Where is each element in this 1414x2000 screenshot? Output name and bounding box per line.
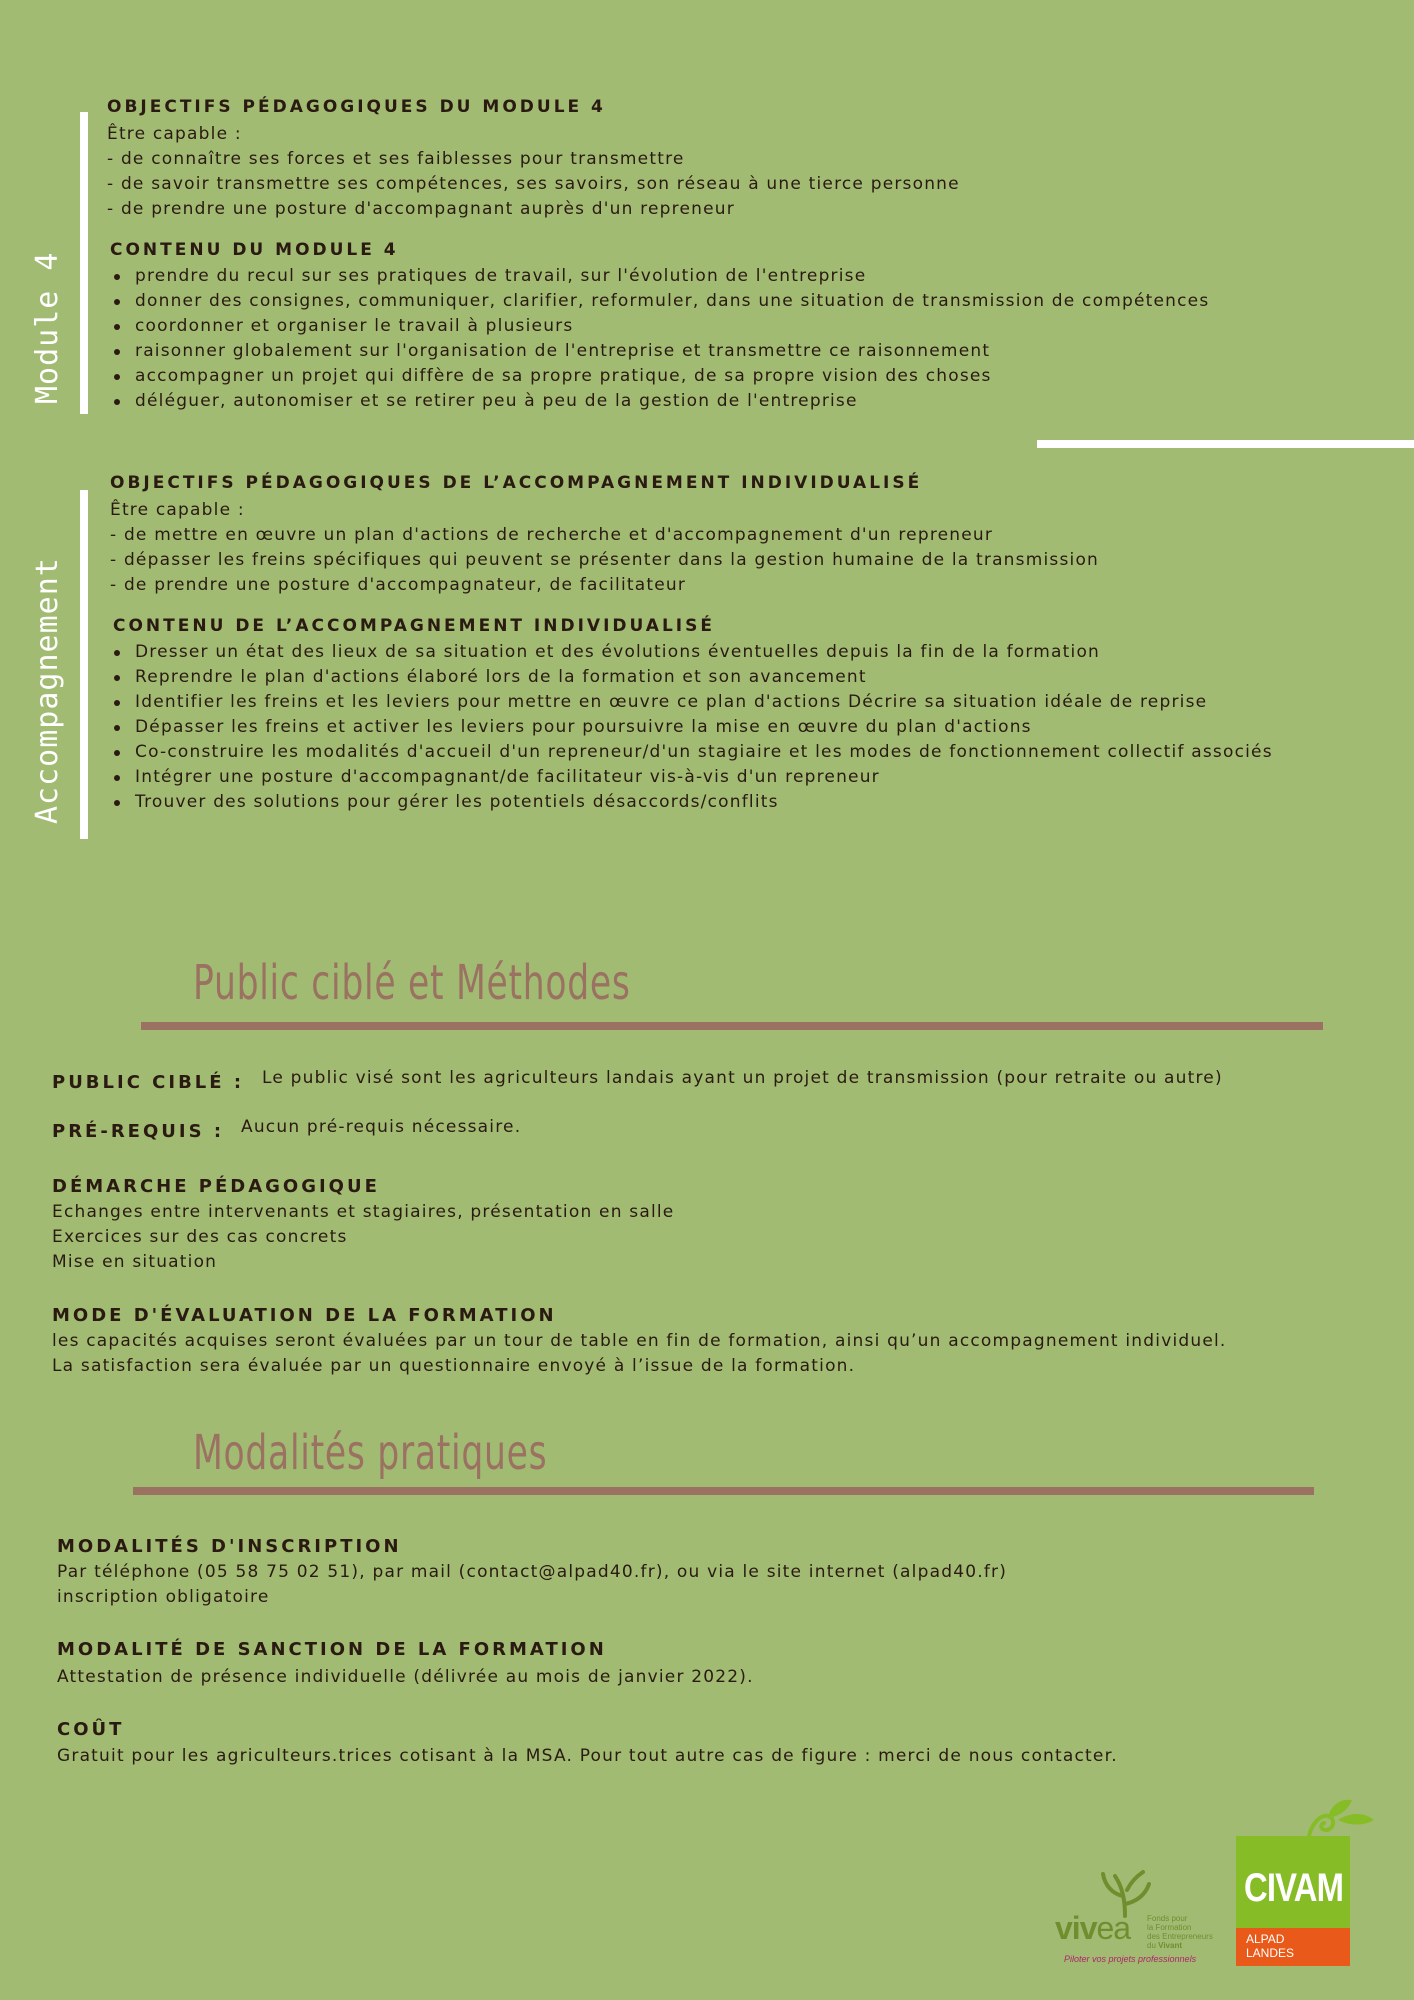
objectif-line: - de savoir transmettre ses compétences, ses savoirs, son réseau à une tierce personne — [107, 174, 960, 194]
module4-side-label: Module 4 — [30, 251, 65, 404]
list-item: coordonner et organiser le travail à plusieurs — [108, 314, 1209, 339]
demarche-list — [52, 1200, 674, 1275]
list-item: Trouver des solutions pour gérer les potentiels désaccords/conflits — [108, 790, 1414, 815]
list-item: Reprendre le plan d'actions élaboré lors de la formation et son avancement — [108, 665, 1414, 690]
objectif-line: Être capable : — [110, 500, 245, 520]
inscription-title: MODALITÉS D'INSCRIPTION — [57, 1536, 402, 1557]
objectif-line: - dépasser les freins spécifiques qui peuvent se présenter dans la gestion humaine de la transmission — [110, 550, 1100, 570]
section-divider — [1037, 440, 1414, 448]
civam-orange-block — [1236, 1928, 1350, 1966]
cout-title: COÛT — [57, 1719, 125, 1740]
accompagnement-objectifs-title: OBJECTIFS PÉDAGOGIQUES DE L’ACCOMPAGNEMENT INDIVIDUALISÉ — [110, 473, 923, 493]
evaluation-list — [52, 1329, 1227, 1379]
public-section-title: Public ciblé et Méthodes — [193, 955, 631, 1011]
accompagnement-contenu-title: CONTENU DE L’ACCOMPAGNEMENT INDIVIDUALISÉ — [113, 616, 715, 636]
accompagnement-side-bar — [80, 490, 88, 839]
prerequis-label: PRÉ-REQUIS : — [52, 1121, 225, 1142]
module4-objectifs-list — [107, 122, 960, 222]
modalites-section-title: Modalités pratiques — [193, 1425, 548, 1481]
accompagnement-side-label: Accompagnement — [30, 557, 65, 824]
vivea-desc-line: des Entrepreneurs — [1147, 1932, 1213, 1941]
vivea-tagline: Piloter vos projets professionnels — [1064, 1954, 1197, 1964]
demarche-line: Exercices sur des cas concrets — [52, 1227, 348, 1247]
civam-name: CIVAM — [1244, 1866, 1344, 1910]
module4-contenu-title: CONTENU DU MODULE 4 — [110, 240, 399, 260]
inscription-list — [57, 1560, 1007, 1610]
list-item: déléguer, autonomiser et se retirer peu à peu de la gestion de l'entreprise — [108, 389, 1209, 414]
objectif-line: - de connaître ses forces et ses faiblesses pour transmettre — [107, 149, 685, 169]
vivea-desc-bold: Vivant — [1158, 1941, 1182, 1950]
modalites-section-rule — [133, 1487, 1314, 1495]
sanction-text: Attestation de présence individuelle (délivrée au mois de janvier 2022). — [57, 1667, 754, 1687]
public-cible-label: PUBLIC CIBLÉ : — [52, 1072, 245, 1093]
demarche-line: Echanges entre intervenants et stagiaires, présentation en salle — [52, 1202, 675, 1222]
list-item: Identifier les freins et les leviers pour mettre en œuvre ce plan d'actions Décrire sa situation idéale de reprise — [108, 690, 1414, 715]
civam-sub-line: LANDES — [1246, 1946, 1295, 1960]
list-item: raisonner globalement sur l'organisation de l'entreprise et transmettre ce raisonnement — [108, 339, 1209, 364]
list-item: Dresser un état des lieux de sa situation et des évolutions éventuelles depuis la fin de la formation — [108, 640, 1414, 665]
inscription-line: Par téléphone (05 58 75 02 51), par mail (contact@alpad40.fr), ou via le site internet (alpad40.fr) — [57, 1562, 1008, 1582]
list-item: Intégrer une posture d'accompagnant/de facilitateur vis-à-vis d'un repreneur — [108, 765, 1414, 790]
civam-logo — [1236, 1796, 1381, 1970]
civam-green-block — [1236, 1836, 1350, 1928]
vivea-logo — [1055, 1866, 1225, 1966]
vivea-desc-line: Fonds pour — [1147, 1914, 1188, 1923]
demarche-line: Mise en situation — [52, 1252, 218, 1272]
list-item: Co-construire les modalités d'accueil d'un repreneur/d'un stagiaire et les modes de fonctionnement collectif associés — [108, 740, 1414, 765]
sanction-title: MODALITÉ DE SANCTION DE LA FORMATION — [57, 1639, 607, 1660]
civam-sub-line: ALPAD — [1246, 1932, 1285, 1946]
evaluation-line: les capacités acquises seront évaluées par un tour de table en fin de formation, ainsi qu’un accompagnement individuel. — [52, 1331, 1227, 1351]
vivea-name-part2: ea — [1096, 1910, 1131, 1946]
list-item: Dépasser les freins et activer les leviers pour poursuivre la mise en œuvre du plan d'actions — [108, 715, 1414, 740]
vivea-desc-line: la Formation — [1147, 1923, 1192, 1932]
evaluation-line: La satisfaction sera évaluée par un questionnaire envoyé à l’issue de la formation. — [52, 1356, 856, 1376]
prerequis-text: Aucun pré-requis nécessaire. — [241, 1117, 522, 1137]
list-item: prendre du recul sur ses pratiques de travail, sur l'évolution de l'entreprise — [108, 264, 1209, 289]
objectif-line: - de mettre en œuvre un plan d'actions de recherche et d'accompagnement d'un repreneur — [110, 525, 994, 545]
module4-contenu-list — [108, 264, 1209, 414]
objectif-line: - de prendre une posture d'accompagnant auprès d'un repreneur — [107, 199, 735, 219]
cout-text: Gratuit pour les agriculteurs.trices cotisant à la MSA. Pour tout autre cas de figure : merci de nous contacter. — [57, 1746, 1118, 1766]
accompagnement-objectifs-list — [110, 498, 1099, 598]
demarche-title: DÉMARCHE PÉDAGOGIQUE — [52, 1176, 380, 1197]
objectif-line: - de prendre une posture d'accompagnateur, de facilitateur — [110, 575, 687, 595]
public-section-rule — [141, 1022, 1323, 1030]
objectif-line: Être capable : — [107, 124, 242, 144]
list-item: donner des consignes, communiquer, clarifier, reformuler, dans une situation de transmission de compétences — [108, 289, 1209, 314]
list-item: accompagner un projet qui diffère de sa propre pratique, de sa propre vision des choses — [108, 364, 1209, 389]
evaluation-title: MODE D'ÉVALUATION DE LA FORMATION — [52, 1305, 557, 1326]
module4-objectifs-title: OBJECTIFS PÉDAGOGIQUES DU MODULE 4 — [107, 97, 606, 117]
accompagnement-contenu-list — [108, 640, 1414, 815]
inscription-line: inscription obligatoire — [57, 1587, 270, 1607]
public-cible-text: Le public visé sont les agriculteurs landais ayant un projet de transmission (pour retraite ou autre) — [262, 1068, 1223, 1088]
vivea-desc-line: du — [1147, 1941, 1159, 1950]
vivea-name-part1: viv — [1055, 1910, 1097, 1946]
module4-side-bar — [80, 112, 88, 414]
